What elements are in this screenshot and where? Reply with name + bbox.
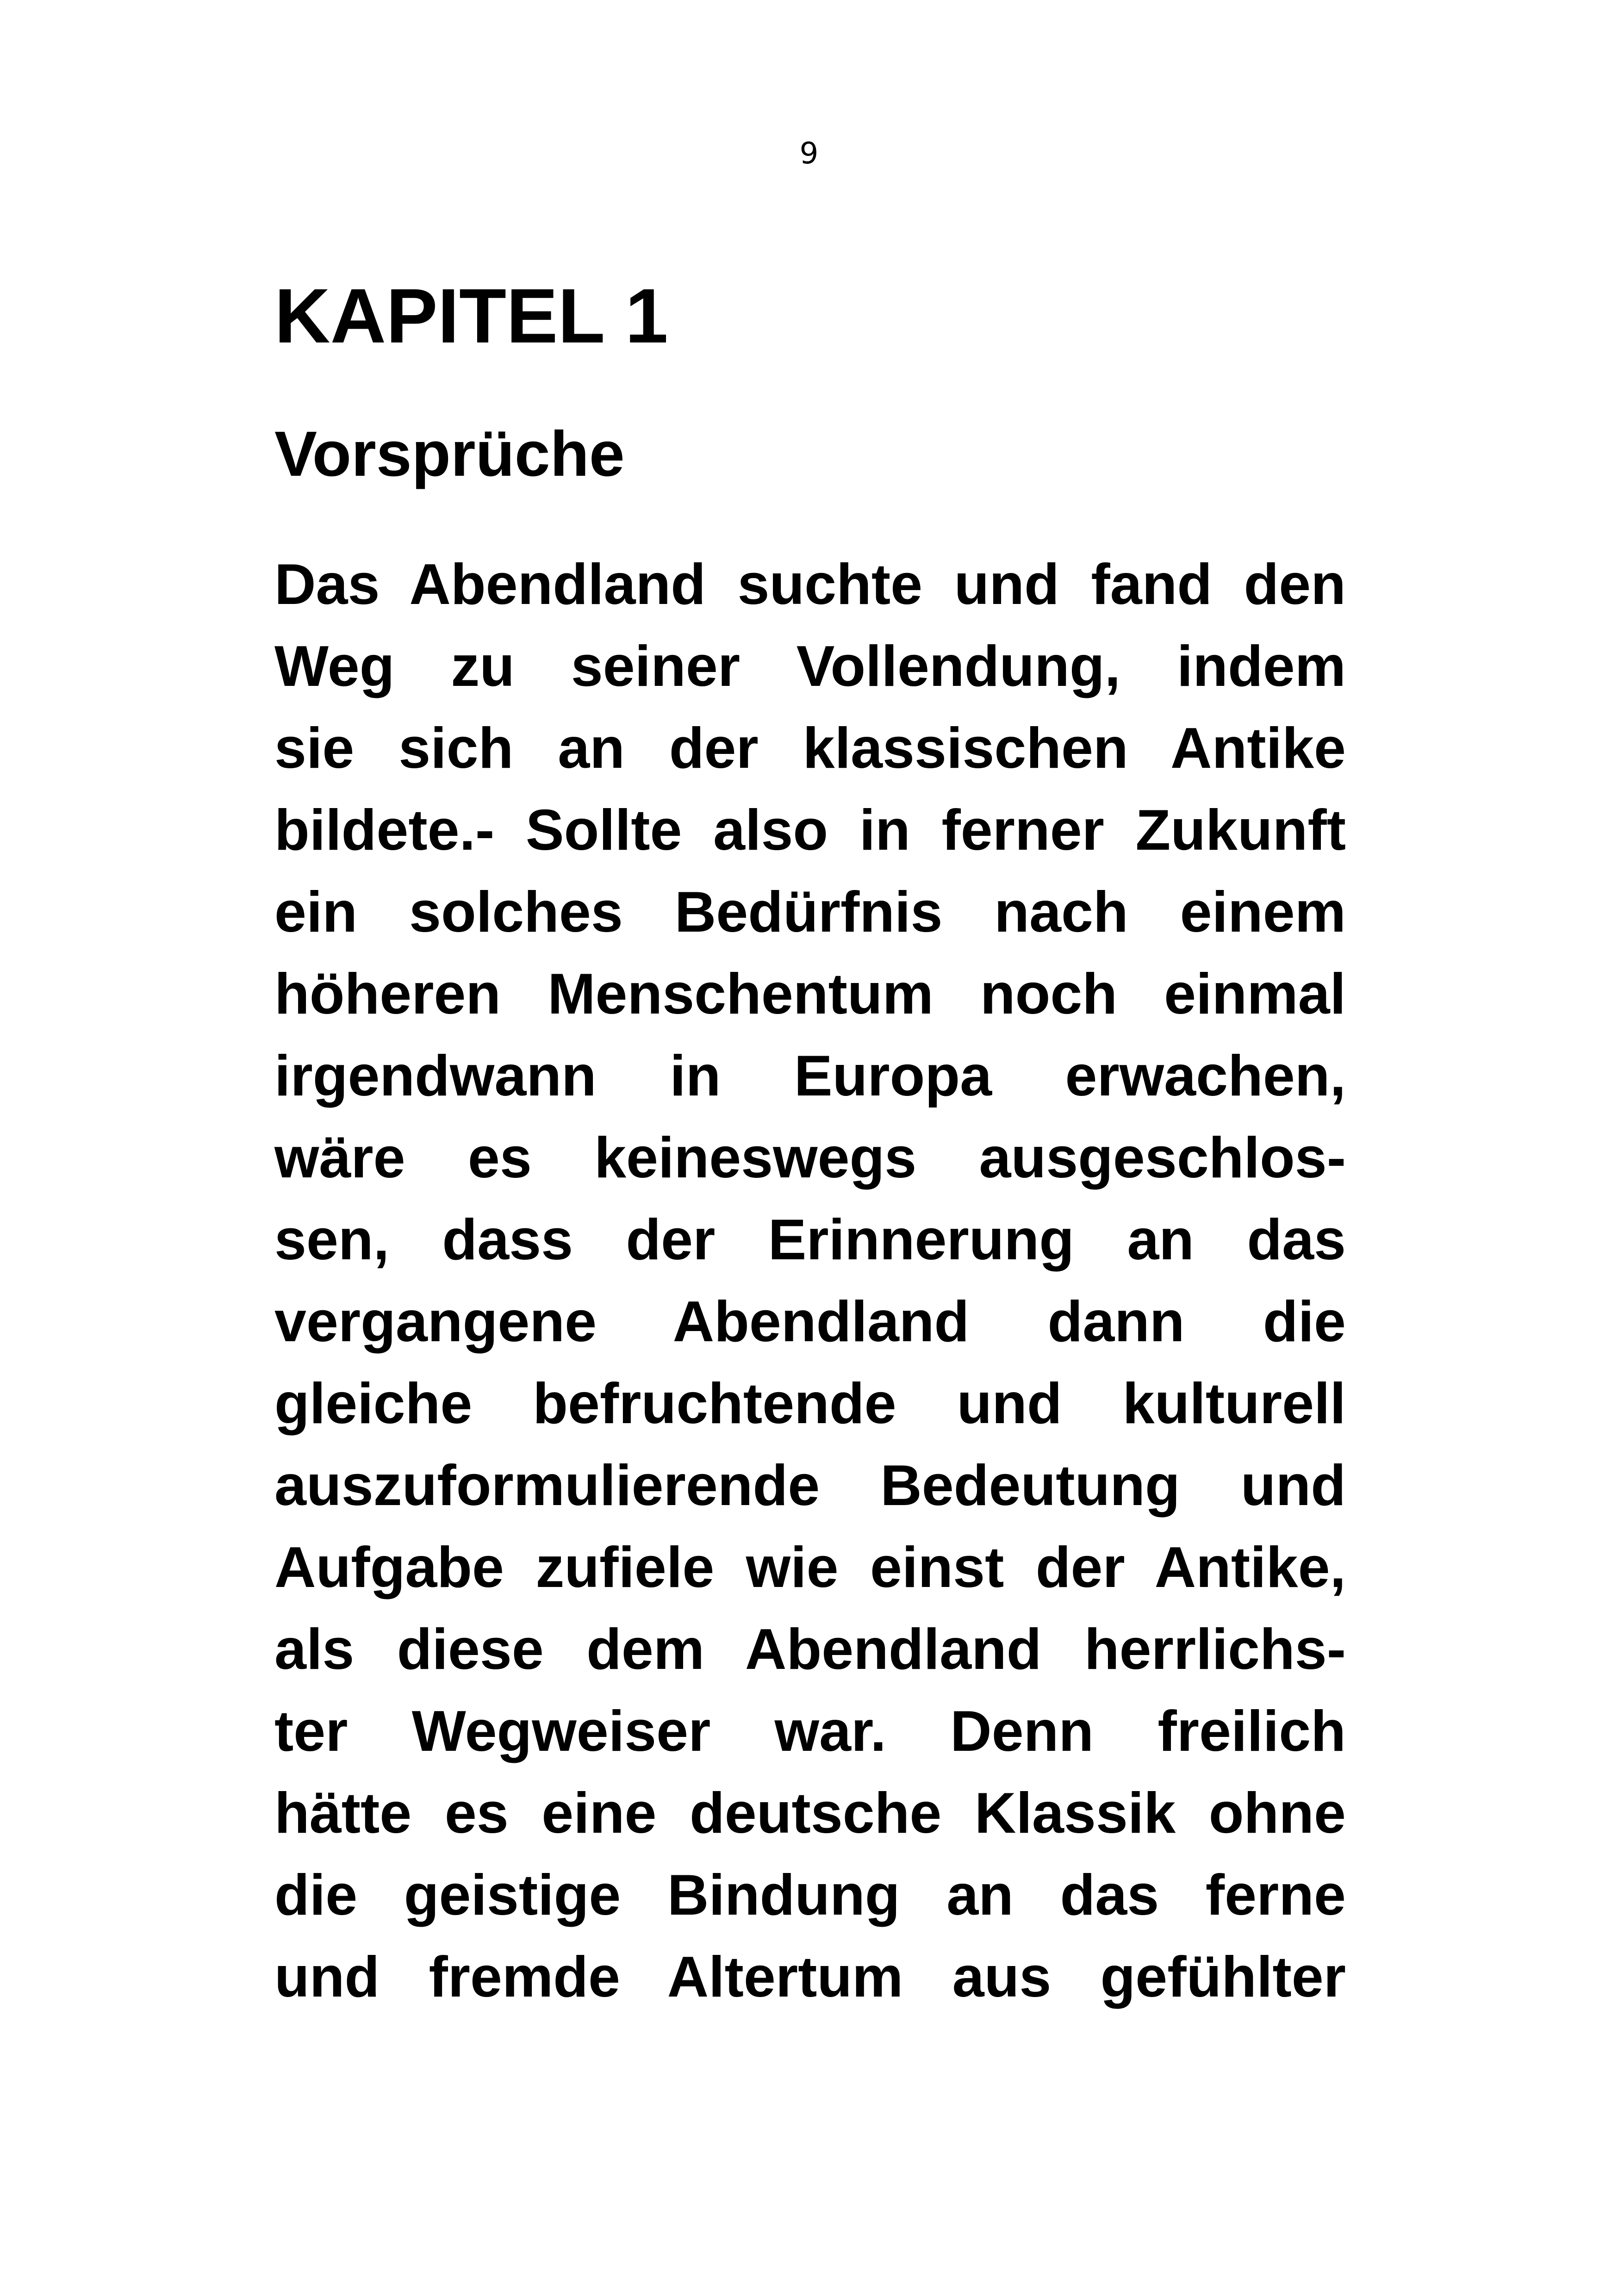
text-line: ter Wegweiser war. Denn freilich [274, 1699, 1346, 1763]
body-paragraph [274, 544, 1346, 2018]
text-line: Das Abendland suchte und fand den [274, 553, 1346, 616]
text-line: irgendwann in Europa erwachen, [274, 1044, 1346, 1108]
page-number: 9 [799, 137, 819, 171]
text-line: sen, dass der Erinnerung an das [274, 1208, 1346, 1272]
text-line: bildete.- Sollte also in ferner Zukunft [274, 798, 1346, 862]
text-line: ein solches Bedürfnis nach einem [274, 880, 1346, 944]
text-line: hätte es eine deutsche Klassik ohne [274, 1781, 1346, 1845]
text-line: höheren Menschentum noch einmal [274, 962, 1346, 1026]
text-line: Weg zu seiner Vollendung, indem [274, 635, 1346, 698]
text-line: gleiche befruchtende und kulturell [274, 1372, 1346, 1436]
text-line: Aufgabe zufiele wie einst der Antike, [274, 1536, 1346, 1599]
text-line: die geistige Bindung an das ferne [274, 1863, 1346, 1927]
text-line: sie sich an der klassischen Antike [274, 716, 1346, 780]
text-line: auszuformulierende Bedeutung und [274, 1454, 1346, 1518]
text-line: als diese dem Abendland herrlichs- [274, 1618, 1346, 1681]
text-line: und fremde Altertum aus gefühlter [274, 1945, 1346, 2009]
chapter-title: KAPITEL 1 [274, 273, 668, 359]
text-line: vergangene Abendland dann die [274, 1290, 1346, 1354]
section-title: Vorsprüche [274, 418, 625, 490]
text-line: wäre es keineswegs ausgeschlos- [274, 1126, 1346, 1190]
